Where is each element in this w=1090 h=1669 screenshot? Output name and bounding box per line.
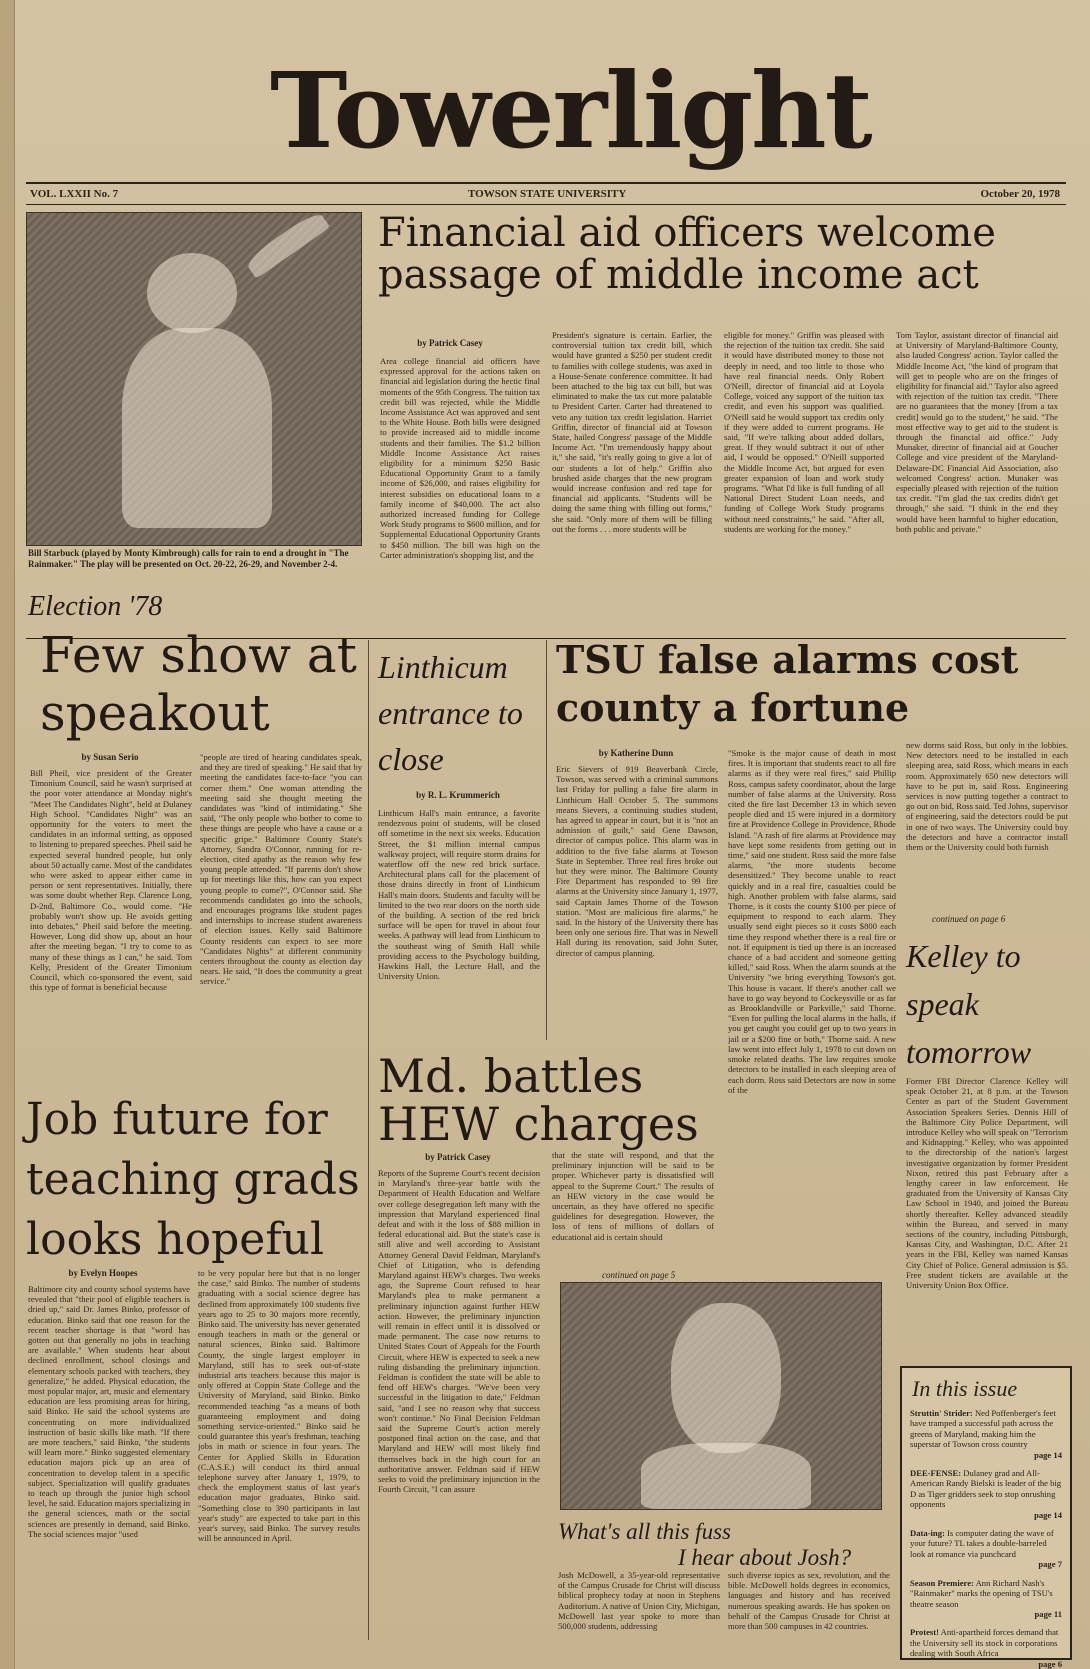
rainmaker-caption: Bill Starbuck (played by Monty Kimbrough) calls for rain to end a drought in "The Rainmaker." The play will be presented on Oct. 20-22, 26-29, and November 2-4.: [28, 548, 349, 569]
issue-item: Data-ing: Is computer dating the wave of your future? TL takes a double-barreled look at romance via punchcard page 7: [910, 1528, 1062, 1570]
josh-column-1: Josh McDowell, a 35-year-old representative of the Campus Crusade for Christ will discuss biblical prophecy today at noon in Stephens Auditorium. A native of Union City, Michigan, McDowell last year spoke to more than 500,000 students, addressing: [558, 1570, 720, 1632]
jobs-headline: Job future for teaching grads looks hopeful: [26, 1094, 360, 1265]
jobs-column-1: Baltimore city and county school systems have revealed that "their pool of eligible teachers is dried up," said Dr. James Binko, professor of education. Binko said that one reason for the recent teacher shortage is that "word has gotten out that generally no jobs in teaching are available." When students hear about declined enrollment, school closings and elementary schools packed with teachers, they generalize," he added. Physical education, the most popular major, art, music and elementary education are less promising areas for hiring, said Binko. He said the school systems are concentrating on more individualized instruction of basic skills like math. "If there are more teachers," said Binko, "the students will learn more." Binko suggested elementary education majors pick up an area of concentration to develop talent in a specific subject. Specialization will qualify graduates to teach up through the junior high school level, he said. Education majors specializing in the general sciences, math or the social sciences are presently in demand, said Binko. The social sciences major "used: [28, 1284, 190, 1539]
speakout-byline: by Susan Serio: [81, 752, 139, 762]
issue-date: October 20, 1978: [980, 188, 1060, 200]
issue-item: Struttin' Strider: Ned Poffenberger's feet have tramped a successful path across the greens of Maryland, making him the superstar of Towson cross country page 14: [910, 1408, 1062, 1460]
financial-headline: Financial aid officers welcome passage of middle income act: [378, 210, 996, 298]
university-name: TOWSON STATE UNIVERSITY: [468, 188, 627, 200]
alarms-byline: by Katherine Dunn: [598, 748, 674, 758]
column-divider-1: [368, 640, 369, 1640]
jobs-column-2: to be very popular here but that is no longer the case," said Binko. The number of students graduating with a social science degree has declined from approximately 100 students five years ago to 25 to 30 majors more recently, Binko said. The university has never generated enough teachers in math or the general or natural sciences, Binko said. Baltimore County, the single largest employer in Maryland, still has to seek out-of-state industrial arts teachers because this major is only offered at Coppin State College and the University of Maryland, said Binko. Binko recommended teaching "as a means of both guaranteeing employment and doing something service-oriented." Binko said he could guarantee this year's freshman, teaching jobs in math or science in four years. The Center for Applied Skills in Education (C.A.S.E.) will conduct its third annual telephone survey after January 1, 1979, to check the employment status of last year's education major graduates, Binko said. "Something close to 390 participants in last year's study" are expected to take part in this year's survey, said Binko. The survey results will be announced in April.: [198, 1268, 360, 1544]
hew-column-1: Reports of the Supreme Court's recent decision in Maryland's three-year battle with the Department of Health Education and Welfare over college desegregation left many with the impression that Maryland experienced final defeat and with it the loss of $88 million in federal educational aid. But the state's case is still alive and well according to Assistant Attorney General David Feldman, Maryland's Chief of Litigation, who is defending Maryland against HEW's charges. Two weeks ago, the Supreme Court refused to hear Maryland's plea to make permanent a preliminary injunction against further HEW action. However, the preliminary injunction will remain in effect until it is dissolved or made permanent. The case now returns to United States Court of Appeals for the Fourth Circuit, where HEW is expected to seek a new ruling disbanding the preliminary injunction. Feldman is confident the state will be able to fend off HEW's charges. "We've been very successful in the litigation to date," Feldman said, "and I see no reason why that success won't continue." No Final Decision Feldman said the Supreme Court's action merely postponed final action on the case, and that Maryland and HEW will most likely find themselves back in the high court for an authoritative answer. Feldman said if HEW seeks to void the preliminary injunction in the Fourth Circuit, "I can assure: [378, 1168, 540, 1495]
masthead-rule-bottom: [26, 204, 1066, 205]
josh-headline-line-2: I hear about Josh?: [678, 1545, 852, 1570]
alarms-column-1: Eric Sievers of 919 Beaverbank Circle, Towson, was served with a criminal summons last Friday for pulling a false fire alarm in Linthicum Hall October 5. The summons means Sievers, a continuing studies student, has agreed to appear in court, but it is "not an admission of guilt," said Gene Dawson, director of campus police. This alarm was in addition to the five false alarms at Towson State in September. Three real fires broke out but they were minor. The Baltimore County Fire Department has responded to 99 fire alarms at the University since January 1, 1977, said Captain James Thorne of the Towson station. "Most are malicious fire alarms," he said. In the history of the University there has been only one serious fire. That was in Newell Hall during its renovation, said John Suter, director of campus planning.: [556, 764, 718, 958]
alarms-column-2: "Smoke is the major cause of death in most fires. It is important that students react to all fire alarms as if they were real fires," said Phillip Ross, campus safety coordinator, about the large number of false alarms at the University. Ross cited the fire last December 13 in which seven people died and 15 were injured in a dormitory fire at Providence College in Providence, Rhode Island. "A rash of fire alarms at Providence may have kept some residents from getting out in time," said one student. Ross said the more false alarms, "the more students become desensitized." They become unable to react quickly and in a real fire, casualties could be high. Another problem with false alarms, said Thorne, is it costs the county $100 per piece of equipment to respond to each alarm. They usually send eight pieces so it costs $800 each time they respond whether there is a real fire or not. If equipment is tied up there is an increased chance of a bad accident and someone getting killed," said Ross. When the alarm sounds at the University "we bring everything Towson's got. This house is vacant. If there's another call we have to go way beyond to Cockeysville or as far as Brooklandville or Parkville," said Thorne. "Even for pulling the local alarms in the halls, if you get caught you could get up to two years in jail or a $200 fine or both," Thorne said. A new law went into effect July 1, 1978 to cut down on smoke related deaths. The law requires smoke detectors to be installed in each sleeping area of each dorm. Ross said Detectors are now in some of the: [728, 748, 896, 1095]
issue-item: Protest! Anti-apartheid forces demand that the University sell its stock in corporations dealing with South Africa page 6: [910, 1627, 1062, 1669]
hew-byline: by Patrick Casey: [425, 1152, 491, 1162]
in-this-issue-list: [910, 1408, 1062, 1669]
masthead-title: Towerlight: [270, 49, 871, 172]
speakout-column-1: Bill Pheil, vice president of the Greater Timonium Council, said he wasn't surprised at the poor voter attendance at Monday night's "Meet The Candidates Night", held at Dulaney High School. "Candidates Night" was an opportunity for the voters to meet the candidates in an informal setting, as opposed to listening to prepared speeches. Pheil said he expected several hundred people, but only about 50 actually came. Most of the candidates who were asked to appear either came in person or sent representatives. Initially, there was some doubt whether Rep. Clarence Long, D-2nd, Baltimore Co., would come. "He probably won't show up. He avoids getting into debates," Pheil said before the meeting. However, Long did show up, about an hour after the meeting began. "I try to come to as many of these things as I can," he said. Tom Kelly, President of the Greater Timonium Council, which co-sponsored the event, said this type of format is beneficial because: [30, 768, 192, 993]
in-this-issue-title: In this issue: [912, 1376, 1018, 1401]
financial-column-4: Tom Taylor, assistant director of financial aid at University of Maryland-Baltimore County, also lauded Congress' action. Taylor called the Middle Income Act, "the kind of program that will get to people who are on the fringes of eligibility for financial aid." Taylor also agreed with rejection of the tuition tax credit. "There are no guarantees that the money [from a tax credit] would go to the student," he said. "The most effective way to get aid to the student is through the financial aid office." Judy Munaker, director of financial aid at Goucher College and vice president of the Maryland-Delaware-DC Financial Aid Association, also welcomed Congress' action. Munaker was especially pleased with rejection of the tuition tax credit. "I'm glad the tax credits didn't get through," she said. "I think in the end they would have been harmful to higher education, both public and private.": [896, 330, 1058, 534]
election-kicker: Election '78: [28, 591, 163, 622]
issue-item: DEE-FENSE: Dulaney grad and All-American Randy Bielski is leader of the big D as Tiger gridders seek to stop onrushing opponents page 14: [910, 1468, 1062, 1520]
column-divider-2: [546, 640, 547, 1040]
hew-headline: Md. battles HEW charges: [378, 1049, 699, 1151]
alarms-continued: continued on page 6: [932, 914, 1006, 924]
linthicum-headline: Linthicum entrance to close: [378, 649, 523, 777]
financial-column-3: eligible for money." Griffin was pleased with the rejection of the tuition tax credit. She said it would have distributed money to those not deeply in need, and too little to those who have real financial needs. Only Robert O'Neill, director of financial aid at Loyola College, voiced any support of the tuition tax credit, and even his support was qualified. O'Neill said he would support tax credits only if they were added to current programs. He said, "If we're talking about added dollars, great. If they would subtract it out of other aid, I would be opposed." O'Neill supported the Middle Income Act, but argued for even greater expansion of loan and work study programs. "What I'd like is full funding of all National Direct Student Loan needs, and funding of College Work Study programs without need constraints," he said. "After all, students are working for the money.": [724, 330, 884, 534]
linthicum-column: Linthicum Hall's main entrance, a favorite rendezvous point of students, will be closed off sometime in the next six weeks. Education Street, the $1 million internal campus walkway project, will require storm drains for waterflow off the new red brick surface. Architectural plans call for the placement of those drains directly in front of Linthicum Hall's main doors. Students and faculty will be limited to the two rear doors on the north side of the building. A section of the red brick surface will be open for travel in about four weeks. A pathway will lead from Linthicum to the southeast wing of Smith Hall while providing access to the Psychology building, Hawkins Hall, the Lecture Hall, and the University Union.: [378, 808, 540, 982]
financial-byline: by Patrick Casey: [417, 338, 483, 348]
issue-item: Season Premiere: Ann Richard Nash's "Rainmaker" marks the opening of TSU's theatre season page 11: [910, 1577, 1062, 1619]
financial-column-2: President's signature is certain. Earlier, the controversial tuition tax credit bill, which would have granted a $250 per student credit to families with college students, was axed in a House-Senate conference committee. It had been attached to the big tax cut bill, but was eliminated to make the tax cut more palatable to President Carter. Carter had threatened to veto any tuition tax credit legislation. Harriet Griffin, director of financial aid at Towson State, hailed Congress' passage of the Middle Income Act. "I'm tremendously happy about it," she said, "it's really going to give a lot of our students a lot of help." Griffin also brushed aside charges that the new program would increase confusion and red tape for financial aid applicants. "Students will be doing the same thing with filling out forms," she said. "Only more of them will be filling out the forms . . . more students will be: [552, 330, 712, 534]
speakout-column-2: "people are tired of hearing candidates speak, and they are tired of speaking." He said that by meeting the candidates face-to-face "you can corner them." One woman attending the meeting said she thought meeting the candidates was "kind of intimidating." She said, "The only people who bother to come to these things are people who have a cause or a specific gripe." Baltimore County State's Attorney, Sandra O'Connor, running for re-election, cited apathy as the reason why few young people attended. "If parents don't show up for meetings like this, how can you expect young people to come?", O'Connor said. She recommends candidates go into the schools, and encourages programs like student pages and internships to increase student awareness of election issues. Kelly said Baltimore County residents can expect to see more "Candidates Nights" at different community centers throughout the county as election day nears. He said, "It does the community a great service.": [200, 752, 362, 987]
masthead-rule-top: [26, 182, 1066, 184]
hew-column-2: that the state will respond, and that the preliminary injunction will be said to be proper. Whichever party is dissatisfied will appeal to the Supreme Court." The results of an HEW victory in the case would be uncertain, as they have offered no specific guidelines for desegregation. However, the loss of tens of millions of dollars of educational aid is certain should: [552, 1150, 714, 1242]
volume-number: VOL. LXXII No. 7: [30, 188, 119, 200]
speakout-headline: Few show at speakout: [40, 626, 357, 742]
in-this-issue-box: [900, 1366, 1072, 1669]
josh-headline-line-1: What's all this fuss: [558, 1519, 731, 1544]
kelley-headline: Kelley to speak tomorrow: [906, 938, 1032, 1070]
kelley-column: Former FBI Director Clarence Kelley will speak October 21, at 8 p.m. at the Towson Center as part of the Student Government Association Speakers Series. Dennis Hill of the Baltimore City Police Department, will introduce Kelley who will speak on "Terrorism and Kidnapping." Kelley, who was appointed to the directorship of the nation's largest investigative organization by former President Nixon, retired this past February after a lengthy career in law enforcement. He graduated from the University of Kansas City Law School in 1940, and joined the Bureau shortly thereafter. Kelley advanced steadily within the Bureau, and served in many sections of the country, including Pittsburgh, Kansas City, and Washington, D.C. After 21 years in the FBI, Kelley was named Kansas City Chief of Police. General admission is $5. Free student tickets are available at the University Union Box Office.: [906, 1076, 1068, 1291]
rainmaker-photo: [26, 212, 362, 546]
jobs-byline: by Evelyn Hoopes: [68, 1268, 138, 1278]
josh-photo: [560, 1282, 882, 1510]
page-edge: [0, 0, 15, 1669]
alarms-headline: TSU false alarms cost county a fortune: [556, 637, 1019, 730]
financial-column-1: Area college financial aid officers have expressed approval for the actions taken on financial aid legislation during the hectic final moments of the 95th Congress. The tuition tax credit bill was rejected, while the Middle Income Assistance Act was approved and sent to the White House. Both bills were designed to provide increased aid to middle income students and their families. The $1.2 billion Middle Income Assistance Act raises eligibility for a minimum $250 Basic Educational Opportunity Grant to a family income of $26,000, and raises eligibility for interest subsidies on educational loans to a family income of $40,000. The act also authorized increased funding for College Work Study programs to $600 million, and for Supplemental Educational Opportunity Grants to $450 million. The bill was high on the Carter administration's shopping list, and the: [380, 356, 540, 560]
alarms-column-3: new dorms said Ross, but only in the lobbies. New detectors need to be installed in each sleeping area, said Ross, which means in each room. Approximately 650 new detectors will have to be put in, said Ross. Engineering services is now putting together a contract to go out on bid, Ross said. Ted Johns, supervisor of engineering, said the detectors could be put in one of two ways. The University could buy the detectors and have a contractor install them or the University could both furnish: [906, 740, 1068, 853]
josh-column-2: such diverse topics as sex, revolution, and the bible. McDowell holds degrees in economics, languages and history and has received numerous speaking awards. He has spoken on behalf of the Campus Crusade for Christ at more than 500 campuses in 42 countries.: [728, 1570, 890, 1632]
linthicum-byline: by R. L. Krummerich: [416, 790, 500, 800]
hew-continued: continued on page 5: [602, 1270, 676, 1280]
